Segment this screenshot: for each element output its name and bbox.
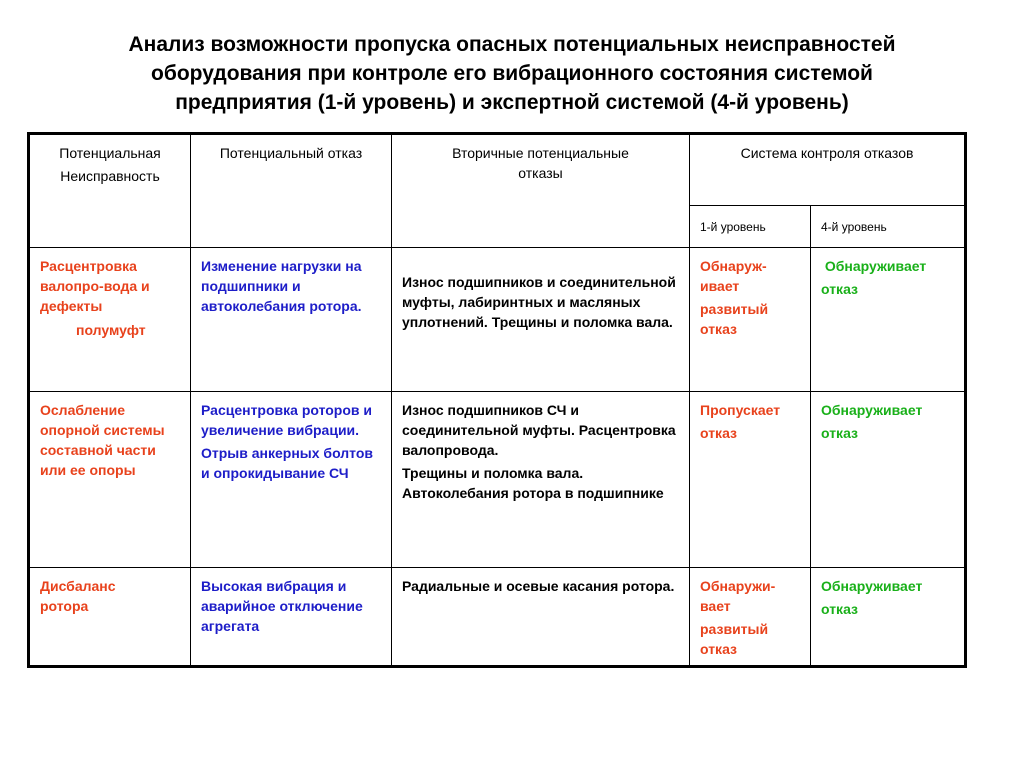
cell-level-4: Обнаруживает отказ [811, 248, 966, 392]
cell-level-4: Обнаруживает отказ [811, 392, 966, 568]
header-potential-failure: Потенциальный отказ [191, 134, 392, 248]
cell-fault: Ослабление опорной системы составной части или ее опоры [29, 392, 191, 568]
header-row [29, 134, 966, 206]
cell-secondary: Износ подшипников СЧ и соединительной муфты. Расцентровка валопровода. Трещины и поломка вала. Автоколебания ротора в подшипнике [392, 392, 690, 568]
cell-level-4: Обнаруживает отказ [811, 568, 966, 667]
cell-level-1: Обнаружи-вает развитый отказ [690, 568, 811, 667]
table-row [29, 248, 966, 392]
header-potential-fault: Потенциальная Неисправность [29, 134, 191, 248]
fault-analysis-table [27, 132, 967, 668]
header-failure-control-system: Система контроля отказов [690, 134, 966, 206]
title-line-2: оборудования при контроле его вибрационного состояния системой [151, 62, 873, 85]
cell-level-1: Пропускает отказ [690, 392, 811, 568]
header-level-1: 1-й уровень [690, 206, 811, 248]
page-title [40, 30, 984, 117]
header-level-4: 4-й уровень [811, 206, 966, 248]
cell-failure: Изменение нагрузки на подшипники и автоколебания ротора. [191, 248, 392, 392]
cell-fault: Дисбаланс ротора [29, 568, 191, 667]
cell-secondary: Радиальные и осевые касания ротора. [392, 568, 690, 667]
cell-failure: Высокая вибрация и аварийное отключение агрегата [191, 568, 392, 667]
cell-fault: Расцентровка валопро-вода и дефекты полумуфт [29, 248, 191, 392]
table-row [29, 568, 966, 667]
cell-secondary: Износ подшипников и соединительной муфты, лабиринтных и масляных уплотнений. Трещины и поломка вала. [392, 248, 690, 392]
cell-level-1: Обнаруж-ивает развитый отказ [690, 248, 811, 392]
title-line-1: Анализ возможности пропуска опасных потенциальных неисправностей [128, 33, 896, 56]
header-secondary-failures: Вторичные потенциальные отказы [392, 134, 690, 248]
table-row [29, 392, 966, 568]
cell-failure: Расцентровка роторов и увеличение вибрации. Отрыв анкерных болтов и опрокидывание СЧ [191, 392, 392, 568]
title-line-3: предприятия (1-й уровень) и экспертной системой (4-й уровень) [175, 91, 849, 114]
